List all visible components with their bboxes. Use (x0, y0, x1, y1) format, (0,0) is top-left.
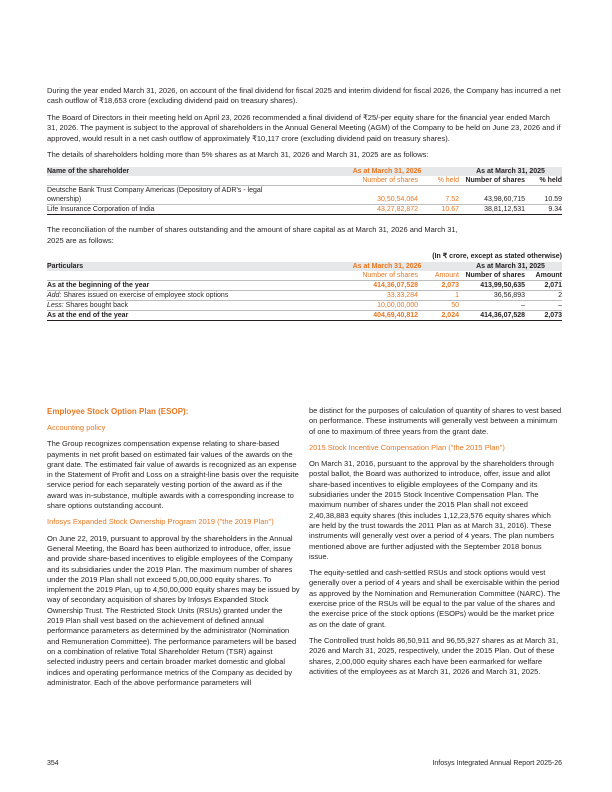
shares-2025: 414,36,07,528 (459, 311, 525, 321)
table-row (47, 205, 562, 215)
right-column (309, 406, 562, 694)
sub-shares-2025: Number of shares (459, 176, 525, 186)
sub-shares-2026: Number of shares (315, 176, 418, 186)
pct-2026: 7.52 (418, 186, 459, 205)
row-label (47, 291, 315, 301)
reconciliation-intro: The reconciliation of the number of shares outstanding and the amount of share capital as at March 31, 2026 and March 31, 2025 are as follows: (47, 225, 458, 245)
shareholder-name: Deutsche Bank Trust Company Americas (Depository of ADR's - legal ownership) (47, 186, 315, 205)
unit-note: (In ₹ crore, except as stated otherwise) (432, 253, 562, 261)
shares-2025: 413,99,50,635 (459, 281, 525, 291)
amount-2025: 2,071 (525, 281, 562, 291)
shares-2025: 36,56,893 (459, 291, 525, 301)
row-prefix: Add: (47, 292, 62, 300)
plan-2019-text: On June 22, 2019, pursuant to approval by the shareholders in the Annual General Meeting, the Board has been authorized to introduce, offer, issue and provide share-based incentives to eligible employees of the Company and its subsidiaries under the 2019 Plan. The maximum number of shares under the 2019 Plan shall not exceed 5,00,00,000 equity shares. To implement the 2019 Plan, up to 4,50,00,000 equity shares may be issued by way of secondary acquisition of shares by Infosys Expanded Stock Ownership Trust. The Restricted Stock Units (RSUs) granted under the 2019 Plan shall vest based on the achievement of defined annual performance parameters as determined by the administrator (Nomination and Remuneration Committee). The performance parameters will be based on a combination of relative Total Shareholder Return (TSR) against selected industry peers and certain broader market domestic and global indices and operating performance metrics of the Company as decided by administrator. Each of the above performance parameters will (47, 533, 300, 687)
reconciliation-table (47, 262, 562, 321)
report-title: Infosys Integrated Annual Report 2025-26 (432, 760, 562, 767)
page-number: 354 (47, 760, 59, 767)
shares-2026: 30,50,54,064 (315, 186, 418, 205)
amount-2026: 2,073 (418, 281, 459, 291)
period-2026-header: As at March 31, 2026 (315, 262, 459, 271)
sub-shares-2026: Number of shares (315, 271, 418, 281)
esop-section (47, 406, 562, 694)
pct-2025: 9.34 (525, 205, 562, 215)
row-label: As at the beginning of the year (47, 281, 315, 291)
sub-pct-2026: % held (418, 176, 459, 186)
pct-2026: 10.67 (418, 205, 459, 215)
amount-2025: 2 (525, 291, 562, 301)
shares-2026: 10,00,00,000 (315, 301, 418, 311)
trust-text: The Controlled trust holds 86,50,911 and 96,55,927 shares as at March 31, 2026 and March 31, 2025, respectively, under the 2015 Plan. Out of these shares, 2,00,000 equity shares each have been earmarked for welfare activities of the employees as at March 31, 2026 and March 31, 2025. (309, 635, 559, 676)
shares-2025: – (459, 301, 525, 311)
plan-2015-heading: 2015 Stock Incentive Compensation Plan ("the 2015 Plan") (309, 442, 505, 452)
amount-2026: 50 (418, 301, 459, 311)
dividend-paragraph: During the year ended March 31, 2026, on account of the final dividend for fiscal 2025 and interim dividend for fiscal 2026, the Company has incurred a net cash outflow of ₹18,653 crore (excluding dividend paid on treasury shares). (47, 86, 561, 106)
amount-2025: 2,073 (525, 311, 562, 321)
shareholders-table (47, 167, 562, 215)
plan-2015-text: On March 31, 2016, pursuant to the approval by the shareholders through postal ballot, the Board was authorized to introduce, offer, issue and allot share-based incentives to eligible employees of the Company and its subsidiaries under the 2015 Stock Incentive Compensation Plan. The maximum number of shares under the 2015 Plan shall not exceed 2,40,38,883 equity shares (this includes 1,12,23,576 equity shares which are held by the trust towards the 2011 Plan as at March 31, 2016). These instruments will generally vest over a period of 4 years. The plan numbers mentioned above are further adjusted with the September 2018 bonus issue. (309, 459, 554, 561)
table-row (47, 301, 562, 311)
page-content (47, 86, 562, 321)
row-label (47, 301, 315, 311)
continuation-text: be distinct for the purposes of calculation of quantity of shares to vest based on performance. These instruments will generally vest between a minimum of one to maximum of three years from the grant date. (309, 406, 562, 436)
amount-2026: 2,024 (418, 311, 459, 321)
footer (47, 760, 562, 767)
table-row (47, 291, 562, 301)
sub-pct-2025: % held (525, 176, 562, 186)
shares-2026: 43,27,82,872 (315, 205, 418, 215)
policy-text: The Group recognizes compensation expense relating to share-based payments in net profit based on estimated fair values of the awards on the grant date. The estimated fair value of awards is recognized as an expense in the Statement of Profit and Loss on a straight-line basis over the requisite service period for each separately vesting portion of the award as if the award was in-substance, multiple awards with a corresponding increase to share options outstanding account. (47, 439, 299, 511)
shareholder-name: Life Insurance Corporation of India (47, 205, 315, 215)
shares-2025: 38,81,12,531 (459, 205, 525, 215)
esop-heading: Employee Stock Option Plan (ESOP): (47, 407, 189, 416)
row-label-text: Shares bought back (63, 302, 128, 310)
row-prefix: Less: (47, 302, 64, 310)
row-label: As at the end of the year (47, 311, 315, 321)
row-label-text: Shares issued on exercise of employee stock options (61, 292, 229, 300)
sub-shares-2025: Number of shares (459, 271, 525, 281)
left-column (47, 406, 300, 694)
shares-2025: 43,98,60,715 (459, 186, 525, 205)
col-name-header: Name of the shareholder (47, 167, 315, 176)
table-row (47, 311, 562, 321)
sub-amount-2025: Amount (525, 271, 562, 281)
final-dividend-paragraph: The Board of Directors in their meeting held on April 23, 2026 recommended a final dividend of ₹25/-per equity share for the financial year ended March 31, 2026. The payment is subject to the approval of shareholders in the Annual General Meeting (AGM) of the Company to be held on June 23, 2026 and if approved, would result in a net cash outflow of approximately ₹10,117 crore (excluding dividend paid on treasury shares). (47, 113, 561, 143)
shares-2026: 404,69,40,812 (315, 311, 418, 321)
plan-2019-heading: Infosys Expanded Stock Ownership Program 2019 ("the 2019 Plan") (47, 517, 274, 527)
period-2025-header: As at March 31, 2025 (459, 262, 562, 271)
pct-2025: 10.59 (525, 186, 562, 205)
shareholders-intro: The details of shareholders holding more than 5% shares as at March 31, 2026 and March 31, 2025 are as follows: (47, 150, 429, 160)
table-row (47, 186, 562, 205)
period-2026-header: As at March 31, 2026 (315, 167, 459, 176)
amount-2025: – (525, 301, 562, 311)
accounting-policy-heading: Accounting policy (47, 423, 106, 432)
equity-settled-text: The equity-settled and cash-settled RSUs and stock options would vest generally over a period of 4 years and shall be exercisable within the period as approved by the Nomination and Remuneration Committee (NARC). The exercise price of the RSUs will be equal to the par value of the shares and the exercise price of the stock options (ESOPs) would be the market price as on the date of grant. (309, 568, 561, 629)
amount-2026: 1 (418, 291, 459, 301)
table-row (47, 281, 562, 291)
sub-amount-2026: Amount (418, 271, 459, 281)
shares-2026: 414,36,07,528 (315, 281, 418, 291)
col-particulars-header: Particulars (47, 262, 315, 271)
period-2025-header: As at March 31, 2025 (459, 167, 562, 176)
shares-2026: 33,33,284 (315, 291, 418, 301)
